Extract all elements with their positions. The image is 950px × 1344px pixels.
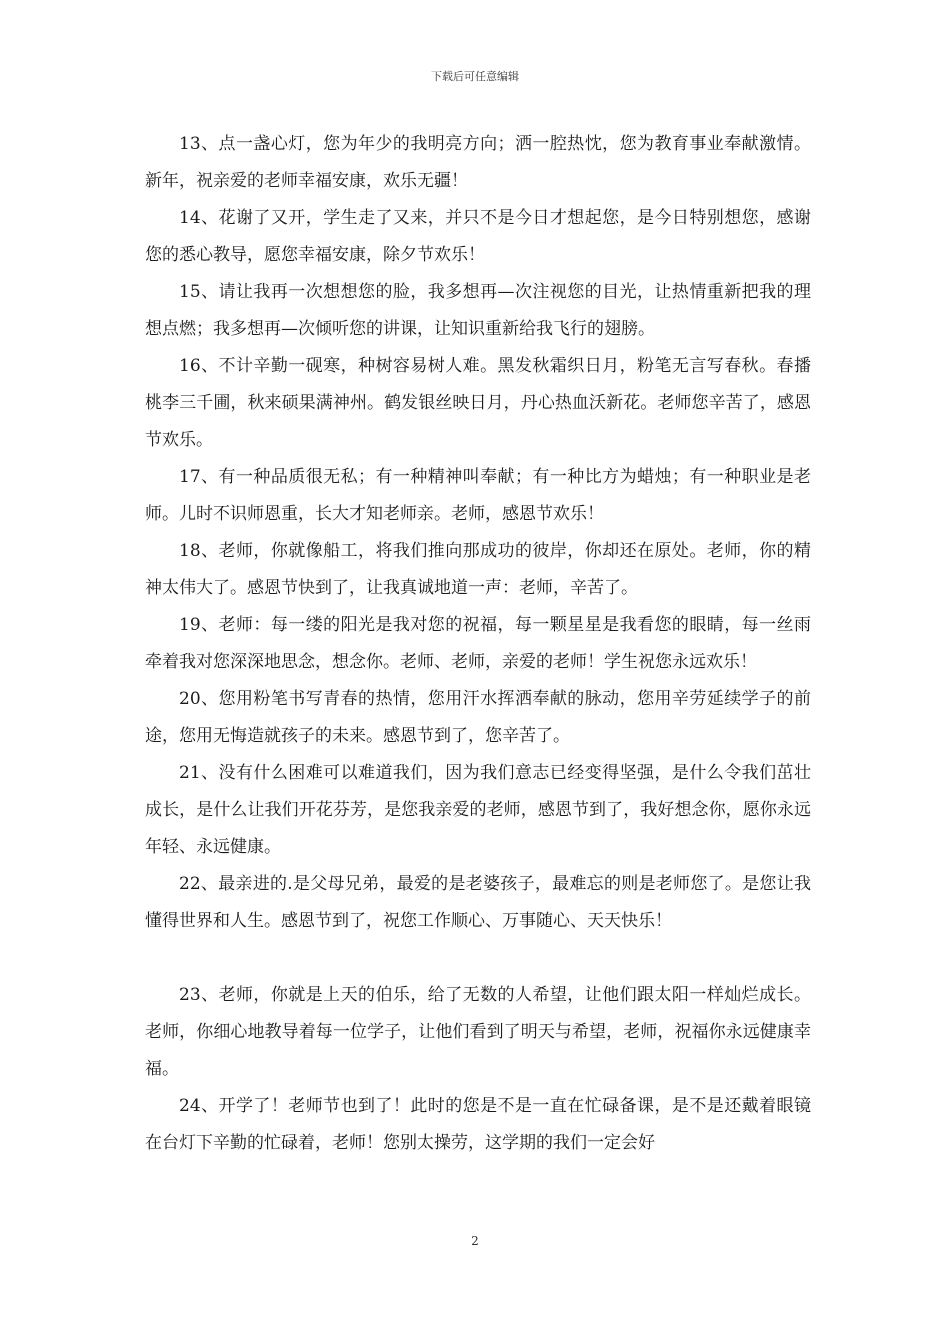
paragraph-gap <box>145 940 811 977</box>
paragraph-13: 13、点一盏心灯，您为年少的我明亮方向；洒一腔热忱，您为教育事业奉献激情。新年，祝亲爱的老师幸福安康，欢乐无疆！ <box>145 134 811 191</box>
paragraph-16: 16、不计辛勤一砚寒，种树容易树人难。黑发秋霜织日月，粉笔无言写春秋。春播桃李三千圃，秋来硕果满神州。鹤发银丝映日月，丹心热血沃新花。老师您辛苦了，感恩节欢乐。 <box>145 356 811 450</box>
paragraph-17: 17、有一种品质很无私；有一种精神叫奉献；有一种比方为蜡烛；有一种职业是老师。儿时不识师恩重，长大才知老师亲。老师，感恩节欢乐！ <box>145 467 811 524</box>
paragraph-23: 23、老师，你就是上天的伯乐，给了无数的人希望，让他们跟太阳一样灿烂成长。老师，你细心地教导着每一位学子，让他们看到了明天与希望，老师，祝福你永远健康幸福。 <box>145 985 811 1079</box>
paragraph-14: 14、花谢了又开，学生走了又来，并只不是今日才想起您，是今日特别想您，感谢您的悉心教导，愿您幸福安康，除夕节欢乐！ <box>145 208 811 265</box>
paragraph-19: 19、老师：每一缕的阳光是我对您的祝福，每一颗星星是我看您的眼睛，每一丝雨牵着我对您深深地思念，想念你。老师、老师，亲爱的老师！学生祝您永远欢乐！ <box>145 615 811 672</box>
paragraph-15: 15、请让我再一次想想您的脸，我多想再—次注视您的目光，让热情重新把我的理想点燃；我多想再—次倾听您的讲课，让知识重新给我飞行的翅膀。 <box>145 282 811 339</box>
paragraph-18: 18、老师，你就像船工，将我们推向那成功的彼岸，你却还在原处。老师，你的精神太伟大了。感恩节快到了，让我真诚地道一声：老师，辛苦了。 <box>145 541 811 598</box>
paragraph-22: 22、最亲进的.是父母兄弟，最爱的是老婆孩子，最难忘的则是老师您了。是您让我懂得世界和人生。感恩节到了，祝您工作顺心、万事随心、天天快乐！ <box>145 874 811 931</box>
paragraph-20: 20、您用粉笔书写青春的热情，您用汗水挥洒奉献的脉动，您用辛劳延续学子的前途，您用无悔造就孩子的未来。感恩节到了，您辛苦了。 <box>145 689 811 746</box>
page-header: 下载后可任意编辑 <box>431 70 519 83</box>
paragraph-21: 21、没有什么困难可以难道我们，因为我们意志已经变得坚强，是什么令我们茁壮成长，是什么让我们开花芬芳，是您我亲爱的老师，感恩节到了，我好想念你，愿你永远年轻、永远健康。 <box>145 763 811 857</box>
page-number: 2 <box>471 1234 479 1248</box>
paragraph-24: 24、开学了！老师节也到了！此时的您是不是一直在忙碌备课，是不是还戴着眼镜在台灯下辛勤的忙碌着，老师！您别太操劳，这学期的我们一定会好 <box>145 1096 811 1153</box>
document-body <box>145 126 811 1162</box>
